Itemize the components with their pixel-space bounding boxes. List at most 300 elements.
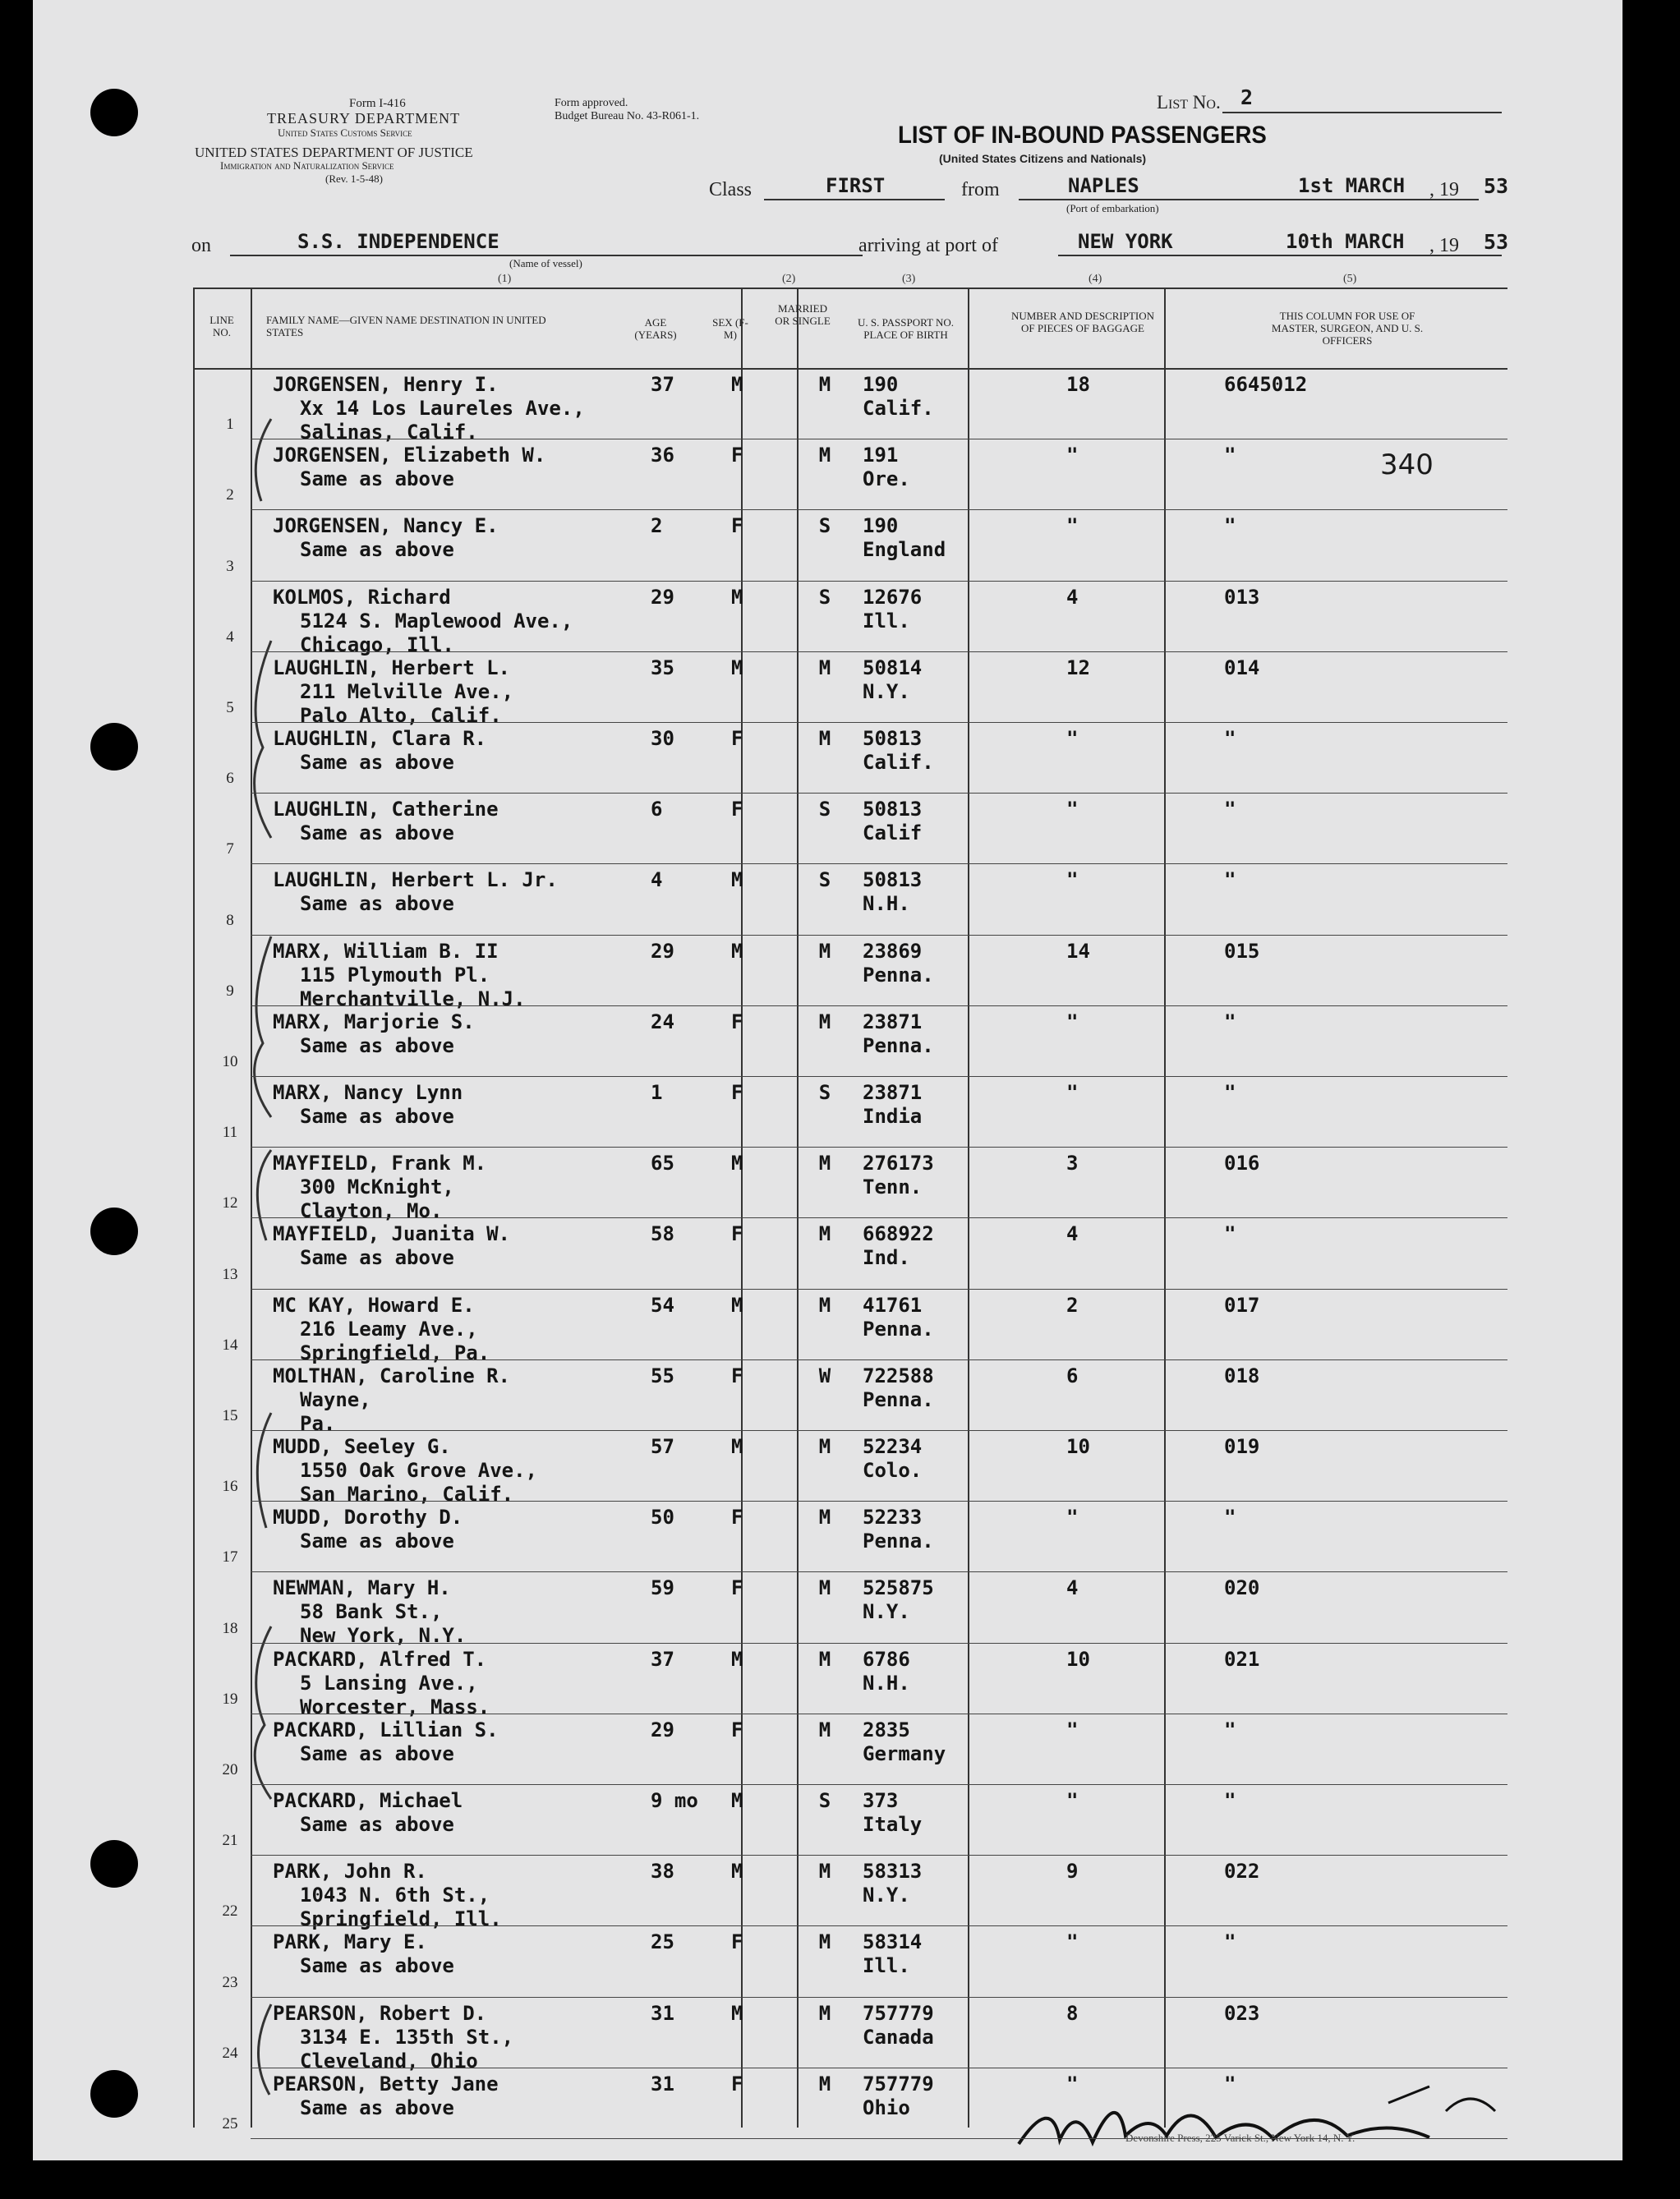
- line-number: 21: [222, 1832, 238, 1850]
- cell-ms: S: [818, 514, 831, 538]
- cell-d1: Same as above: [300, 1033, 454, 1057]
- cell-sex: M: [731, 1152, 743, 1175]
- col-num-3: (3): [902, 273, 916, 285]
- cell-name: MUDD, Dorothy D.: [273, 1506, 463, 1530]
- line-number: 1: [226, 416, 234, 434]
- cell-off: 018: [1224, 1364, 1260, 1387]
- cell-off: ": [1224, 1506, 1236, 1530]
- row-separator: [251, 1501, 1507, 1502]
- form-number: Form I-416: [349, 97, 406, 110]
- cell-age: 54: [651, 1293, 674, 1317]
- cell-ms: M: [818, 2001, 831, 2025]
- cell-age: 29: [651, 1718, 674, 1741]
- cell-sex: F: [731, 1081, 743, 1104]
- cell-age: 25: [651, 1930, 674, 1954]
- port-embark-note: (Port of embarkation): [1066, 202, 1159, 214]
- row-separator: [251, 1359, 1507, 1360]
- cell-d2: New York, N.Y.: [300, 1624, 467, 1648]
- cell-off: ": [1224, 727, 1236, 750]
- customs-service: United States Customs Service: [278, 127, 412, 139]
- cell-pob: Penna.: [863, 1317, 934, 1341]
- cell-off: 021: [1224, 1647, 1260, 1671]
- cell-d1: Wayne,: [300, 1387, 371, 1411]
- arrival-date: 10th MARCH: [1286, 230, 1405, 253]
- cell-off: 022: [1224, 1860, 1260, 1884]
- cell-sex: F: [731, 1718, 743, 1741]
- row-separator: [251, 1005, 1507, 1006]
- cell-pp: 23869: [863, 939, 923, 963]
- cell-d1: Same as above: [300, 1813, 454, 1836]
- cell-ms: M: [818, 373, 831, 396]
- cell-sex: F: [731, 2072, 743, 2095]
- cell-d1: 211 Melville Ave.,: [300, 679, 514, 703]
- cell-ms: M: [818, 1860, 831, 1884]
- cell-age: 36: [651, 444, 674, 467]
- cell-pp: 50813: [863, 798, 923, 821]
- cell-ms: M: [818, 1506, 831, 1530]
- cell-ms: S: [818, 868, 831, 892]
- cell-ms: M: [818, 1293, 831, 1317]
- cell-off: 014: [1224, 656, 1260, 679]
- printer-imprint: Devonshire Press, 225 Varick St., New York 14, N. Y.: [1125, 2132, 1356, 2144]
- cell-pob: India: [863, 1105, 923, 1128]
- cell-d2: Salinas, Calif.: [300, 421, 478, 444]
- col-num-1: (1): [498, 273, 512, 285]
- cell-off: ": [1224, 2072, 1236, 2095]
- cell-d1: Same as above: [300, 1741, 454, 1765]
- cell-sex: F: [731, 727, 743, 750]
- cell-pob: N.Y.: [863, 1884, 910, 1907]
- line-number: 9: [226, 982, 234, 1000]
- handwritten-signature: [1002, 2078, 1512, 2160]
- cell-off: ": [1224, 1718, 1236, 1741]
- cell-pob: England: [863, 538, 946, 562]
- cell-bag: ": [1066, 1010, 1079, 1033]
- cell-bag: 12: [1066, 656, 1090, 679]
- cell-d1: 58 Bank St.,: [300, 1600, 443, 1624]
- row-separator: [251, 1925, 1507, 1926]
- row-separator: [251, 1217, 1507, 1218]
- cell-pp: 41761: [863, 1293, 923, 1317]
- cell-pob: Calif.: [863, 397, 934, 420]
- cell-bag: ": [1066, 1506, 1079, 1530]
- arrival-year-prefix: , 19: [1429, 235, 1459, 256]
- row-separator: [251, 1997, 1507, 1998]
- cell-age: 6: [651, 798, 663, 821]
- cell-bag: 3: [1066, 1152, 1079, 1175]
- cell-d2: Springfield, Pa.: [300, 1341, 490, 1364]
- cell-pob: Tenn.: [863, 1175, 923, 1199]
- cell-age: 4: [651, 868, 663, 892]
- cell-age: 37: [651, 1647, 674, 1671]
- cell-age: 29: [651, 939, 674, 963]
- cell-d2: Merchantville, N.J.: [300, 987, 526, 1010]
- cell-ms: S: [818, 1081, 831, 1104]
- cell-d1: 5 Lansing Ave.,: [300, 1671, 478, 1695]
- cell-d1: Same as above: [300, 892, 454, 916]
- row-separator: [251, 1076, 1507, 1077]
- cell-sex: M: [731, 373, 743, 396]
- treasury-dept: TREASURY DEPARTMENT: [267, 110, 461, 127]
- cell-off: ": [1224, 444, 1236, 467]
- header-sex: SEX (F-M): [712, 316, 748, 341]
- cell-ms: M: [818, 1718, 831, 1741]
- cell-ms: M: [818, 727, 831, 750]
- line-number: 20: [222, 1761, 238, 1778]
- cell-d1: 3134 E. 135th St.,: [300, 2025, 514, 2049]
- cell-sex: F: [731, 798, 743, 821]
- line-number: 19: [222, 1690, 238, 1708]
- cell-pp: 190: [863, 373, 899, 396]
- row-separator: [251, 1430, 1507, 1431]
- cell-d1: Same as above: [300, 821, 454, 845]
- cell-off: 019: [1224, 1435, 1260, 1458]
- list-number: 2: [1240, 85, 1254, 109]
- cell-ms: M: [818, 1930, 831, 1954]
- cell-bag: 4: [1066, 585, 1079, 609]
- cell-ms: M: [818, 1222, 831, 1246]
- row-separator: [251, 1855, 1507, 1856]
- cell-ms: M: [818, 939, 831, 963]
- cell-age: 57: [651, 1435, 674, 1458]
- line-number: 14: [222, 1336, 238, 1354]
- cell-off: ": [1224, 1789, 1236, 1812]
- cell-age: 65: [651, 1152, 674, 1175]
- row-separator: [251, 863, 1507, 864]
- arrival-port: NEW YORK: [1078, 230, 1173, 253]
- col-num-5: (5): [1343, 273, 1357, 285]
- header-line-no: LINE NO.: [209, 314, 234, 338]
- line-number: 2: [226, 486, 234, 504]
- cell-pp: 757779: [863, 2072, 934, 2095]
- cell-d1: 1043 N. 6th St.,: [300, 1884, 490, 1907]
- cell-age: 59: [651, 1576, 674, 1600]
- cell-off: ": [1224, 1930, 1236, 1954]
- cell-pob: Germany: [863, 1741, 946, 1765]
- row-separator: [251, 581, 1507, 582]
- cell-name: MARX, William B. II: [273, 939, 499, 963]
- punch-hole: [90, 89, 138, 136]
- header-officers: THIS COLUMN FOR USE OF MASTER, SURGEON, AND U. S. OFFICERS: [1271, 310, 1424, 347]
- row-separator: [251, 793, 1507, 794]
- cell-off: 020: [1224, 1576, 1260, 1600]
- cell-age: 35: [651, 656, 674, 679]
- cell-d2: Springfield, Ill.: [300, 1907, 502, 1931]
- cell-name: MAYFIELD, Frank M.: [273, 1152, 487, 1175]
- cell-d1: Same as above: [300, 1530, 454, 1553]
- cell-name: MUDD, Seeley G.: [273, 1435, 451, 1458]
- justice-dept: UNITED STATES DEPARTMENT OF JUSTICE: [195, 145, 473, 160]
- line-number: 6: [226, 770, 234, 788]
- cell-bag: 9: [1066, 1860, 1079, 1884]
- row-separator: [251, 651, 1507, 652]
- row-separator: [251, 1147, 1507, 1148]
- cell-pob: Canada: [863, 2025, 934, 2049]
- cell-bag: ": [1066, 798, 1079, 821]
- cell-sex: M: [731, 1789, 743, 1812]
- cell-pp: 23871: [863, 1081, 923, 1104]
- cell-pp: 373: [863, 1789, 899, 1812]
- cell-d1: Same as above: [300, 1105, 454, 1128]
- line-number: 18: [222, 1619, 238, 1637]
- cell-name: PARK, John R.: [273, 1860, 427, 1884]
- cell-bag: ": [1066, 514, 1079, 538]
- cell-bag: 4: [1066, 1576, 1079, 1600]
- cell-age: 38: [651, 1860, 674, 1884]
- arriving-label: arriving at port of: [858, 235, 998, 256]
- line-number: 22: [222, 1902, 238, 1921]
- cell-sex: M: [731, 656, 743, 679]
- cell-name: PACKARD, Lillian S.: [273, 1718, 499, 1741]
- cell-off: ": [1224, 868, 1236, 892]
- row-separator: [251, 1643, 1507, 1644]
- cell-sex: F: [731, 1364, 743, 1387]
- cell-bag: ": [1066, 868, 1079, 892]
- cell-d1: 300 McKnight,: [300, 1175, 454, 1199]
- cell-d1: Same as above: [300, 751, 454, 774]
- cell-ms: M: [818, 1576, 831, 1600]
- departure-year: 53: [1484, 174, 1509, 198]
- cell-pp: 52234: [863, 1435, 923, 1458]
- cell-bag: ": [1066, 1930, 1079, 1954]
- cell-off: ": [1224, 1222, 1236, 1246]
- document-page: [33, 0, 1622, 2160]
- cell-pob: Ill.: [863, 1954, 910, 1978]
- cell-off: 017: [1224, 1293, 1260, 1317]
- budget-bureau: Budget Bureau No. 43-R061-1.: [555, 110, 700, 122]
- cell-name: LAUGHLIN, Herbert L.: [273, 656, 510, 679]
- cell-age: 29: [651, 585, 674, 609]
- cell-ms: M: [818, 1435, 831, 1458]
- punch-hole: [90, 2070, 138, 2118]
- cell-pp: 58313: [863, 1860, 923, 1884]
- cell-sex: M: [731, 585, 743, 609]
- cell-ms: M: [818, 656, 831, 679]
- cell-d2: Clayton, Mo.: [300, 1199, 443, 1223]
- depart-year-prefix: , 19: [1429, 179, 1459, 200]
- cell-bag: 14: [1066, 939, 1090, 963]
- header-married: MARRIED OR SINGLE: [775, 302, 831, 327]
- cell-pob: N.Y.: [863, 679, 910, 703]
- cell-name: MOLTHAN, Caroline R.: [273, 1364, 510, 1387]
- cell-sex: M: [731, 939, 743, 963]
- cell-ms: W: [818, 1364, 831, 1387]
- row-separator: [251, 935, 1507, 936]
- cell-pob: Ill.: [863, 609, 910, 633]
- line-number: 17: [222, 1548, 238, 1566]
- cell-pp: 58314: [863, 1930, 923, 1954]
- cell-pob: N.H.: [863, 1671, 910, 1695]
- cell-off: 015: [1224, 939, 1260, 963]
- cell-off: 016: [1224, 1152, 1260, 1175]
- cell-name: MARX, Nancy Lynn: [273, 1081, 463, 1104]
- row-separator: [251, 722, 1507, 723]
- cell-name: JORGENSEN, Elizabeth W.: [273, 444, 546, 467]
- cell-d1: Same as above: [300, 1954, 454, 1978]
- cell-ms: M: [818, 1152, 831, 1175]
- row-separator: [251, 1784, 1507, 1785]
- cell-d1: Same as above: [300, 467, 454, 491]
- header-passport: U. S. PASSPORT NO. PLACE OF BIRTH: [858, 316, 954, 341]
- cell-ms: M: [818, 1647, 831, 1671]
- cell-pp: 52233: [863, 1506, 923, 1530]
- form-subtitle: (United States Citizens and Nationals): [939, 152, 1147, 165]
- cell-pob: Penna.: [863, 963, 934, 987]
- class-value: FIRST: [826, 174, 886, 197]
- punch-hole: [90, 723, 138, 771]
- cell-d2: Worcester, Mass.: [300, 1695, 490, 1718]
- cell-d1: Xx 14 Los Laureles Ave.,: [300, 397, 585, 420]
- cell-name: KOLMOS, Richard: [273, 585, 451, 609]
- cell-name: LAUGHLIN, Catherine: [273, 798, 499, 821]
- cell-pob: N.H.: [863, 892, 910, 916]
- cell-sex: M: [731, 1647, 743, 1671]
- header-name: FAMILY NAME—GIVEN NAME DESTINATION IN UNITED STATES: [266, 314, 546, 338]
- on-label: on: [191, 235, 211, 256]
- cell-pob: Penna.: [863, 1033, 934, 1057]
- form-approved: Form approved.: [555, 97, 628, 109]
- vessel-name: S.S. INDEPENDENCE: [297, 230, 499, 253]
- cell-bag: ": [1066, 1718, 1079, 1741]
- cell-sex: F: [731, 514, 743, 538]
- cell-pp: 668922: [863, 1222, 934, 1246]
- cell-sex: M: [731, 1860, 743, 1884]
- cell-d1: 216 Leamy Ave.,: [300, 1317, 478, 1341]
- cell-bag: ": [1066, 1081, 1079, 1104]
- list-label: List No.: [1157, 92, 1221, 113]
- cell-pp: 190: [863, 514, 899, 538]
- ins-service: Immigration and Naturalization Service: [220, 159, 394, 172]
- cell-sex: M: [731, 2001, 743, 2025]
- cell-pob: Calif.: [863, 751, 934, 774]
- row-separator: [251, 1571, 1507, 1572]
- cell-off: ": [1224, 1010, 1236, 1033]
- cell-d1: Same as above: [300, 2095, 454, 2119]
- cell-name: LAUGHLIN, Clara R.: [273, 727, 487, 750]
- arrival-year: 53: [1484, 230, 1509, 254]
- cell-d1: Same as above: [300, 1246, 454, 1270]
- cell-sex: M: [731, 1435, 743, 1458]
- cell-sex: F: [731, 1930, 743, 1954]
- cell-d2: Cleveland, Ohio: [300, 2049, 478, 2072]
- cell-bag: 10: [1066, 1435, 1090, 1458]
- cell-pob: Ohio: [863, 2095, 910, 2119]
- line-number: 4: [226, 628, 234, 646]
- cell-pob: Italy: [863, 1813, 923, 1836]
- cell-sex: F: [731, 1010, 743, 1033]
- cell-sex: M: [731, 1293, 743, 1317]
- cell-pp: 6786: [863, 1647, 910, 1671]
- cell-bag: 6: [1066, 1364, 1079, 1387]
- cell-bag: 18: [1066, 373, 1090, 396]
- header-age: AGE (YEARS): [634, 316, 677, 341]
- line-number: 12: [222, 1194, 238, 1212]
- cell-age: 2: [651, 514, 663, 538]
- cell-name: PEARSON, Betty Jane: [273, 2072, 499, 2095]
- cell-ms: M: [818, 2072, 831, 2095]
- cell-pp: 50814: [863, 656, 923, 679]
- cell-name: MC KAY, Howard E.: [273, 1293, 475, 1317]
- cell-pob: Penna.: [863, 1530, 934, 1553]
- cell-sex: M: [731, 868, 743, 892]
- cell-pp: 2835: [863, 1718, 910, 1741]
- cell-name: PEARSON, Robert D.: [273, 2001, 487, 2025]
- cell-d1: 5124 S. Maplewood Ave.,: [300, 609, 573, 633]
- col-num-2: (2): [782, 273, 796, 285]
- cell-ms: M: [818, 444, 831, 467]
- line-number: 15: [222, 1407, 238, 1424]
- from-label: from: [961, 179, 1000, 200]
- cell-pob: Penna.: [863, 1387, 934, 1411]
- cell-d2: San Marino, Calif.: [300, 1483, 514, 1506]
- departure-date: 1st MARCH: [1298, 174, 1406, 197]
- cell-off: ": [1224, 1081, 1236, 1104]
- revision: (Rev. 1-5-48): [325, 173, 383, 185]
- line-number: 8: [226, 911, 234, 929]
- form-title: LIST OF IN-BOUND PASSENGERS: [898, 122, 1267, 149]
- cell-bag: 8: [1066, 2001, 1079, 2025]
- header-baggage: NUMBER AND DESCRIPTION OF PIECES OF BAGGAGE: [1010, 310, 1155, 334]
- line-number: 7: [226, 840, 234, 858]
- cell-ms: S: [818, 585, 831, 609]
- cell-off: 013: [1224, 585, 1260, 609]
- row-separator: [251, 2138, 1507, 2139]
- cell-d1: 1550 Oak Grove Ave.,: [300, 1459, 537, 1482]
- cell-age: 55: [651, 1364, 674, 1387]
- cell-bag: ": [1066, 1789, 1079, 1812]
- line-number: 23: [222, 1973, 238, 1991]
- cell-pp: 12676: [863, 585, 923, 609]
- cell-ms: M: [818, 1010, 831, 1033]
- cell-pp: 525875: [863, 1576, 934, 1600]
- cell-pob: Colo.: [863, 1459, 923, 1482]
- cell-pob: Ore.: [863, 467, 910, 491]
- cell-age: 24: [651, 1010, 674, 1033]
- cell-pp: 757779: [863, 2001, 934, 2025]
- cell-name: MARX, Marjorie S.: [273, 1010, 475, 1033]
- cell-name: MAYFIELD, Juanita W.: [273, 1222, 510, 1246]
- line-number: 16: [222, 1478, 238, 1496]
- class-label: Class: [709, 179, 753, 200]
- cell-d2: Pa.: [300, 1411, 336, 1435]
- cell-ms: S: [818, 798, 831, 821]
- cell-bag: ": [1066, 2072, 1079, 2095]
- cell-sex: F: [731, 444, 743, 467]
- cell-name: PACKARD, Michael: [273, 1789, 463, 1812]
- cell-bag: 4: [1066, 1222, 1079, 1246]
- cell-bag: ": [1066, 727, 1079, 750]
- cell-pp: 23871: [863, 1010, 923, 1033]
- cell-pob: Calif: [863, 821, 923, 845]
- cell-off: 023: [1224, 2001, 1260, 2025]
- cell-d1: 115 Plymouth Pl.: [300, 963, 490, 987]
- line-number: 11: [222, 1124, 238, 1142]
- cell-age: 50: [651, 1506, 674, 1530]
- cell-bag: ": [1066, 444, 1079, 467]
- cell-pp: 50813: [863, 868, 923, 892]
- cell-d1: Same as above: [300, 538, 454, 562]
- cell-pp: 276173: [863, 1152, 934, 1175]
- cell-name: PARK, Mary E.: [273, 1930, 427, 1954]
- punch-hole: [90, 1208, 138, 1255]
- cell-bag: 10: [1066, 1647, 1090, 1671]
- line-number: 25: [222, 2115, 238, 2132]
- line-number: 24: [222, 2044, 238, 2062]
- margin-note: 340: [1380, 449, 1434, 481]
- cell-sex: F: [731, 1576, 743, 1600]
- cell-name: JORGENSEN, Henry I.: [273, 373, 499, 396]
- cell-pob: Ind.: [863, 1246, 910, 1270]
